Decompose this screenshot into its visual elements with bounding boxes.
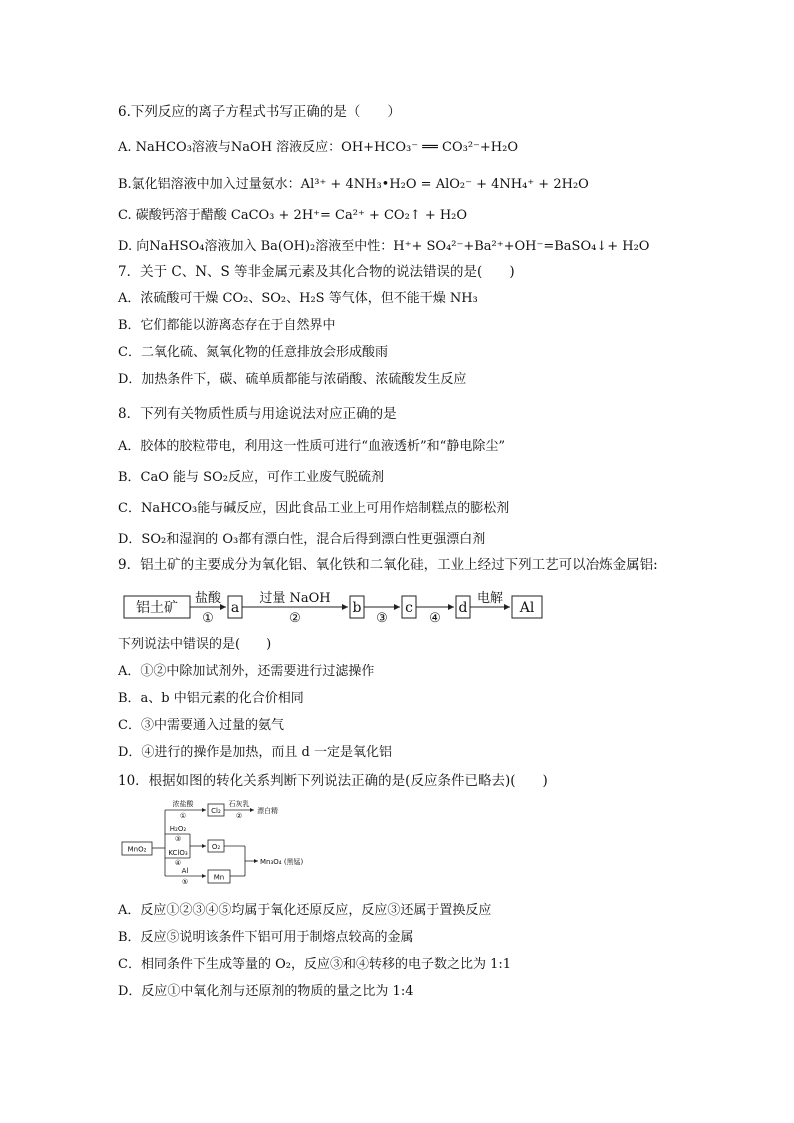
flow-end-label: Al: [519, 600, 535, 616]
flow-reagent-2: 过量 NaOH: [259, 591, 331, 606]
q10-option-a: A．反应①②③④⑤均属于氧化还原反应，反应③还属于置换反应: [118, 903, 492, 918]
flow-d-label: d: [458, 600, 468, 616]
q10-option-c: C．相同条件下生成等量的 O₂，反应③和④转移的电子数之比为 1:1: [118, 957, 512, 972]
flow-reagent-1: 盐酸: [194, 591, 222, 606]
q8-option-b: B．CaO 能与 SO₂反应，可作工业废气脱硫剂: [118, 470, 384, 485]
diagram-step-5: ⑤: [181, 878, 189, 886]
q8-stem: 8．下列有关物质性质与用途说法对应正确的是: [118, 406, 397, 422]
q6-option-d: D. 向NaHSO₄溶液加入 Ba(OH)₂溶液至中性：H⁺+ SO₄²⁻+Ba²⁺+OH⁻=BaSO₄↓+ H₂O: [118, 239, 650, 254]
q8-option-d: D．SO₂和湿润的 O₃都有漂白性，混合后得到漂白性更强漂白剂: [118, 532, 486, 547]
flow-b-label: b: [352, 600, 362, 616]
q8-option-c: C．NaHCO₃能与碱反应，因此食品工业上可用作焙制糕点的膨松剂: [118, 501, 510, 516]
diagram-cl2: Cl₂: [211, 807, 221, 815]
diagram-step-3: ③: [174, 835, 182, 843]
q10-conversion-diagram: [120, 798, 340, 894]
diagram-reagent-2: 石灰乳: [228, 800, 250, 808]
q7-option-a: A．浓硫酸可干燥 CO₂、SO₂、H₂S 等气体，但不能干燥 NH₃: [118, 291, 478, 306]
q9-process-flow: [122, 588, 682, 632]
q10-option-b: B．反应⑤说明该条件下铝可用于制熔点较高的金属: [118, 930, 414, 945]
flow-reagent-5: 电解: [476, 591, 504, 606]
q6-option-b: B.氯化铝溶液中加入过量氨水：Al³⁺ + 4NH₃•H₂O = AlO₂⁻ + 4NH₄⁺ + 2H₂O: [118, 177, 589, 192]
diagram-reagent-3: H₂O₂: [169, 825, 187, 833]
flow-step-2: ②: [289, 611, 301, 626]
q9-option-a: A．①②中除加试剂外，还需要进行过滤操作: [118, 664, 375, 679]
diagram-mn: Mn: [213, 873, 225, 882]
diagram-step-2: ②: [235, 812, 243, 820]
diagram-reagent-1: 浓盐酸: [172, 800, 194, 808]
q7-option-d: D．加热条件下，碳、硫单质都能与浓硝酸、浓硫酸发生反应: [118, 372, 467, 387]
diagram-step-1: ①: [179, 812, 187, 820]
flow-step-4: ④: [429, 611, 441, 626]
q7-stem: 7．关于 C、N、S 等非金属元素及其化合物的说法错误的是( ): [118, 264, 515, 280]
flow-start-label: 铝土矿: [136, 600, 178, 616]
q9-stem: 9．铝土矿的主要成分为氧化铝、氧化铁和二氧化硅，工业上经过下列工艺可以冶炼金属铝:: [118, 557, 658, 573]
q9-option-d: D．④进行的操作是加热，而且 d 一定是氧化铝: [118, 745, 393, 760]
diagram-bleach: 漂白精: [257, 807, 278, 815]
diagram-mn3o4: Mn₃O₄ (黑锰): [260, 858, 304, 866]
diagram-reagent-4: KClO₃: [168, 849, 188, 857]
q10-stem: 10．根据如图的转化关系判断下列说法正确的是(反应条件已略去)( ): [118, 773, 548, 789]
flow-c-label: c: [405, 600, 413, 616]
flow-step-1: ①: [202, 611, 214, 626]
q9-option-b: B．a、b 中铝元素的化合价相同: [118, 691, 304, 706]
diagram-mno2: MnO₂: [127, 845, 147, 854]
diagram-reagent-5: Al: [181, 867, 189, 875]
q7-option-b: B．它们都能以游离态存在于自然界中: [118, 318, 336, 333]
q7-option-c: C．二氧化硫、氮氧化物的任意排放会形成酸雨: [118, 345, 388, 360]
flow-step-3: ③: [376, 611, 388, 626]
q6-stem: 6.下列反应的离子方程式书写正确的是（ ）: [118, 104, 401, 120]
diagram-step-4: ④: [174, 859, 182, 867]
q9-sub-stem: 下列说法中错误的是( ): [118, 637, 272, 652]
q6-option-c: C. 碳酸钙溶于醋酸 CaCO₃ + 2H⁺= Ca²⁺ + CO₂↑ + H₂O: [118, 208, 468, 223]
q6-option-a: A. NaHCO₃溶液与NaOH 溶液反应：OH+HCO₃⁻ ══ CO₃²⁻+H₂O: [118, 140, 518, 155]
q10-option-d: D．反应①中氧化剂与还原剂的物质的量之比为 1:4: [118, 984, 414, 999]
q8-option-a: A．胶体的胶粒带电，利用这一性质可进行“血液透析”和“静电除尘”: [118, 439, 505, 454]
q9-option-c: C．③中需要通入过量的氨气: [118, 718, 284, 733]
flow-a-label: a: [230, 600, 240, 616]
diagram-o2: O₂: [211, 843, 221, 851]
